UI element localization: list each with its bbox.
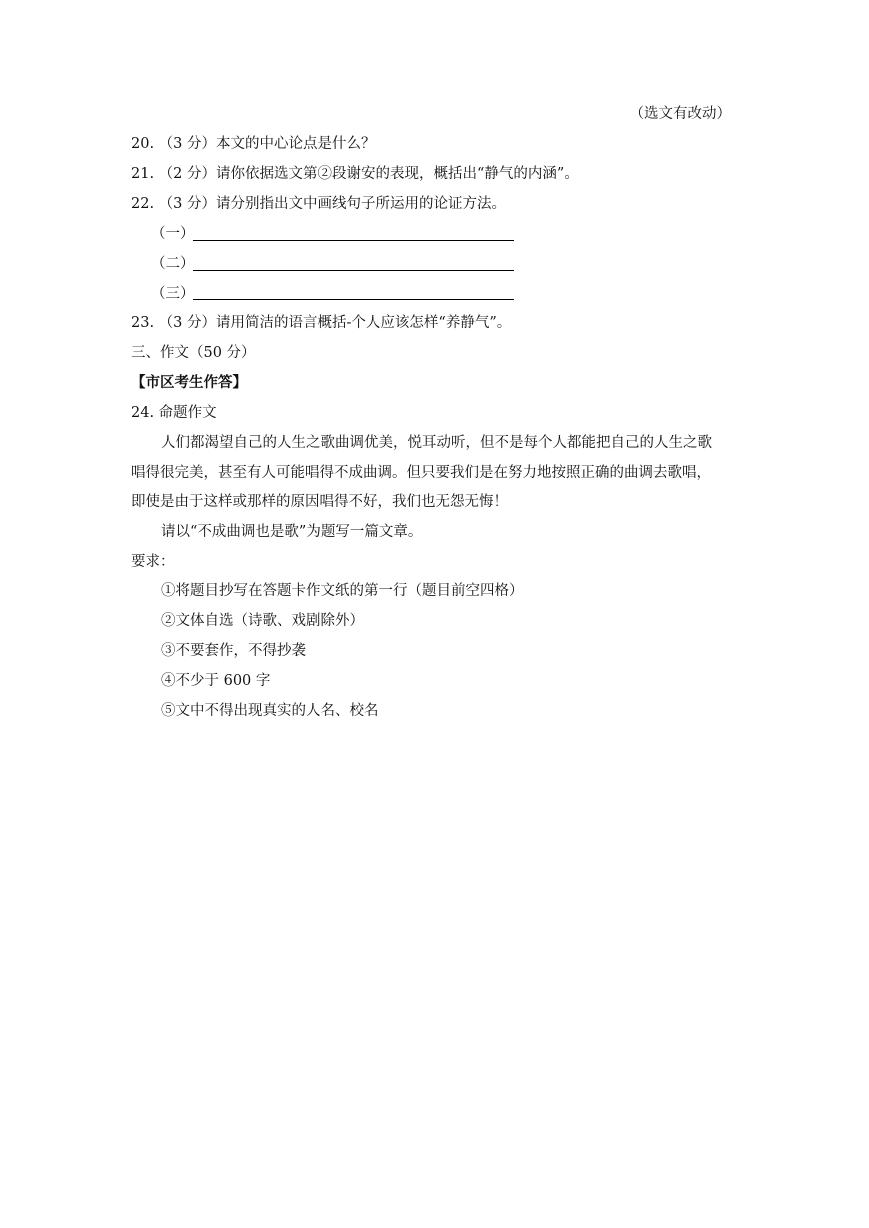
- audience-note: 【市区考生作答】: [131, 374, 247, 391]
- essay-prompt-line-1: 人们都渴望自己的人生之歌曲调优美，悦耳动听，但不是每个人都能把自己的人生之歌: [161, 435, 712, 451]
- question-23: 23. （3 分）请用简洁的语言概括-个人应该怎样“养静气”。: [131, 315, 512, 331]
- essay-instruction: 请以“不成曲调也是歌”为题写一篇文章。: [161, 524, 423, 540]
- requirement-item: ③不要套作，不得抄袭: [161, 643, 306, 659]
- answer-blank-3[interactable]: [193, 299, 514, 300]
- answer-blank-2[interactable]: [193, 270, 514, 271]
- answer-blank-1[interactable]: [193, 240, 514, 241]
- essay-prompt-line-3: 即使是由于这样或那样的原因唱得不好，我们也无怨无悔！: [131, 494, 508, 510]
- section-title: 三、作文（50 分）: [131, 345, 256, 361]
- essay-title: 24. 命题作文: [131, 405, 217, 421]
- question-22: 22. （3 分）请分别指出文中画线句子所运用的论证方法。: [131, 196, 507, 212]
- requirement-item: ⑤文中不得出现真实的人名、校名: [161, 703, 379, 719]
- requirement-item: ①将题目抄写在答题卡作文纸的第一行（题目前空四格）: [161, 583, 524, 599]
- answer-label-3: （三）: [151, 286, 195, 302]
- answer-label-1: （一）: [151, 226, 195, 242]
- requirement-item: ②文体自选（诗歌、戏剧除外）: [161, 613, 364, 629]
- source-note: （选文有改动）: [629, 106, 731, 122]
- answer-label-2: （二）: [151, 256, 195, 272]
- requirements-label: 要求：: [131, 554, 175, 570]
- requirement-item: ④不少于 600 字: [161, 673, 271, 689]
- question-20: 20. （3 分）本文的中心论点是什么？: [131, 136, 376, 152]
- essay-prompt-line-2: 唱得很完美，甚至有人可能唱得不成曲调。但只要我们是在努力地按照正确的曲调去歌唱，: [131, 465, 711, 481]
- question-21: 21. （2 分）请你依据选文第②段谢安的表现，概括出“静气的内涵”。: [131, 166, 579, 182]
